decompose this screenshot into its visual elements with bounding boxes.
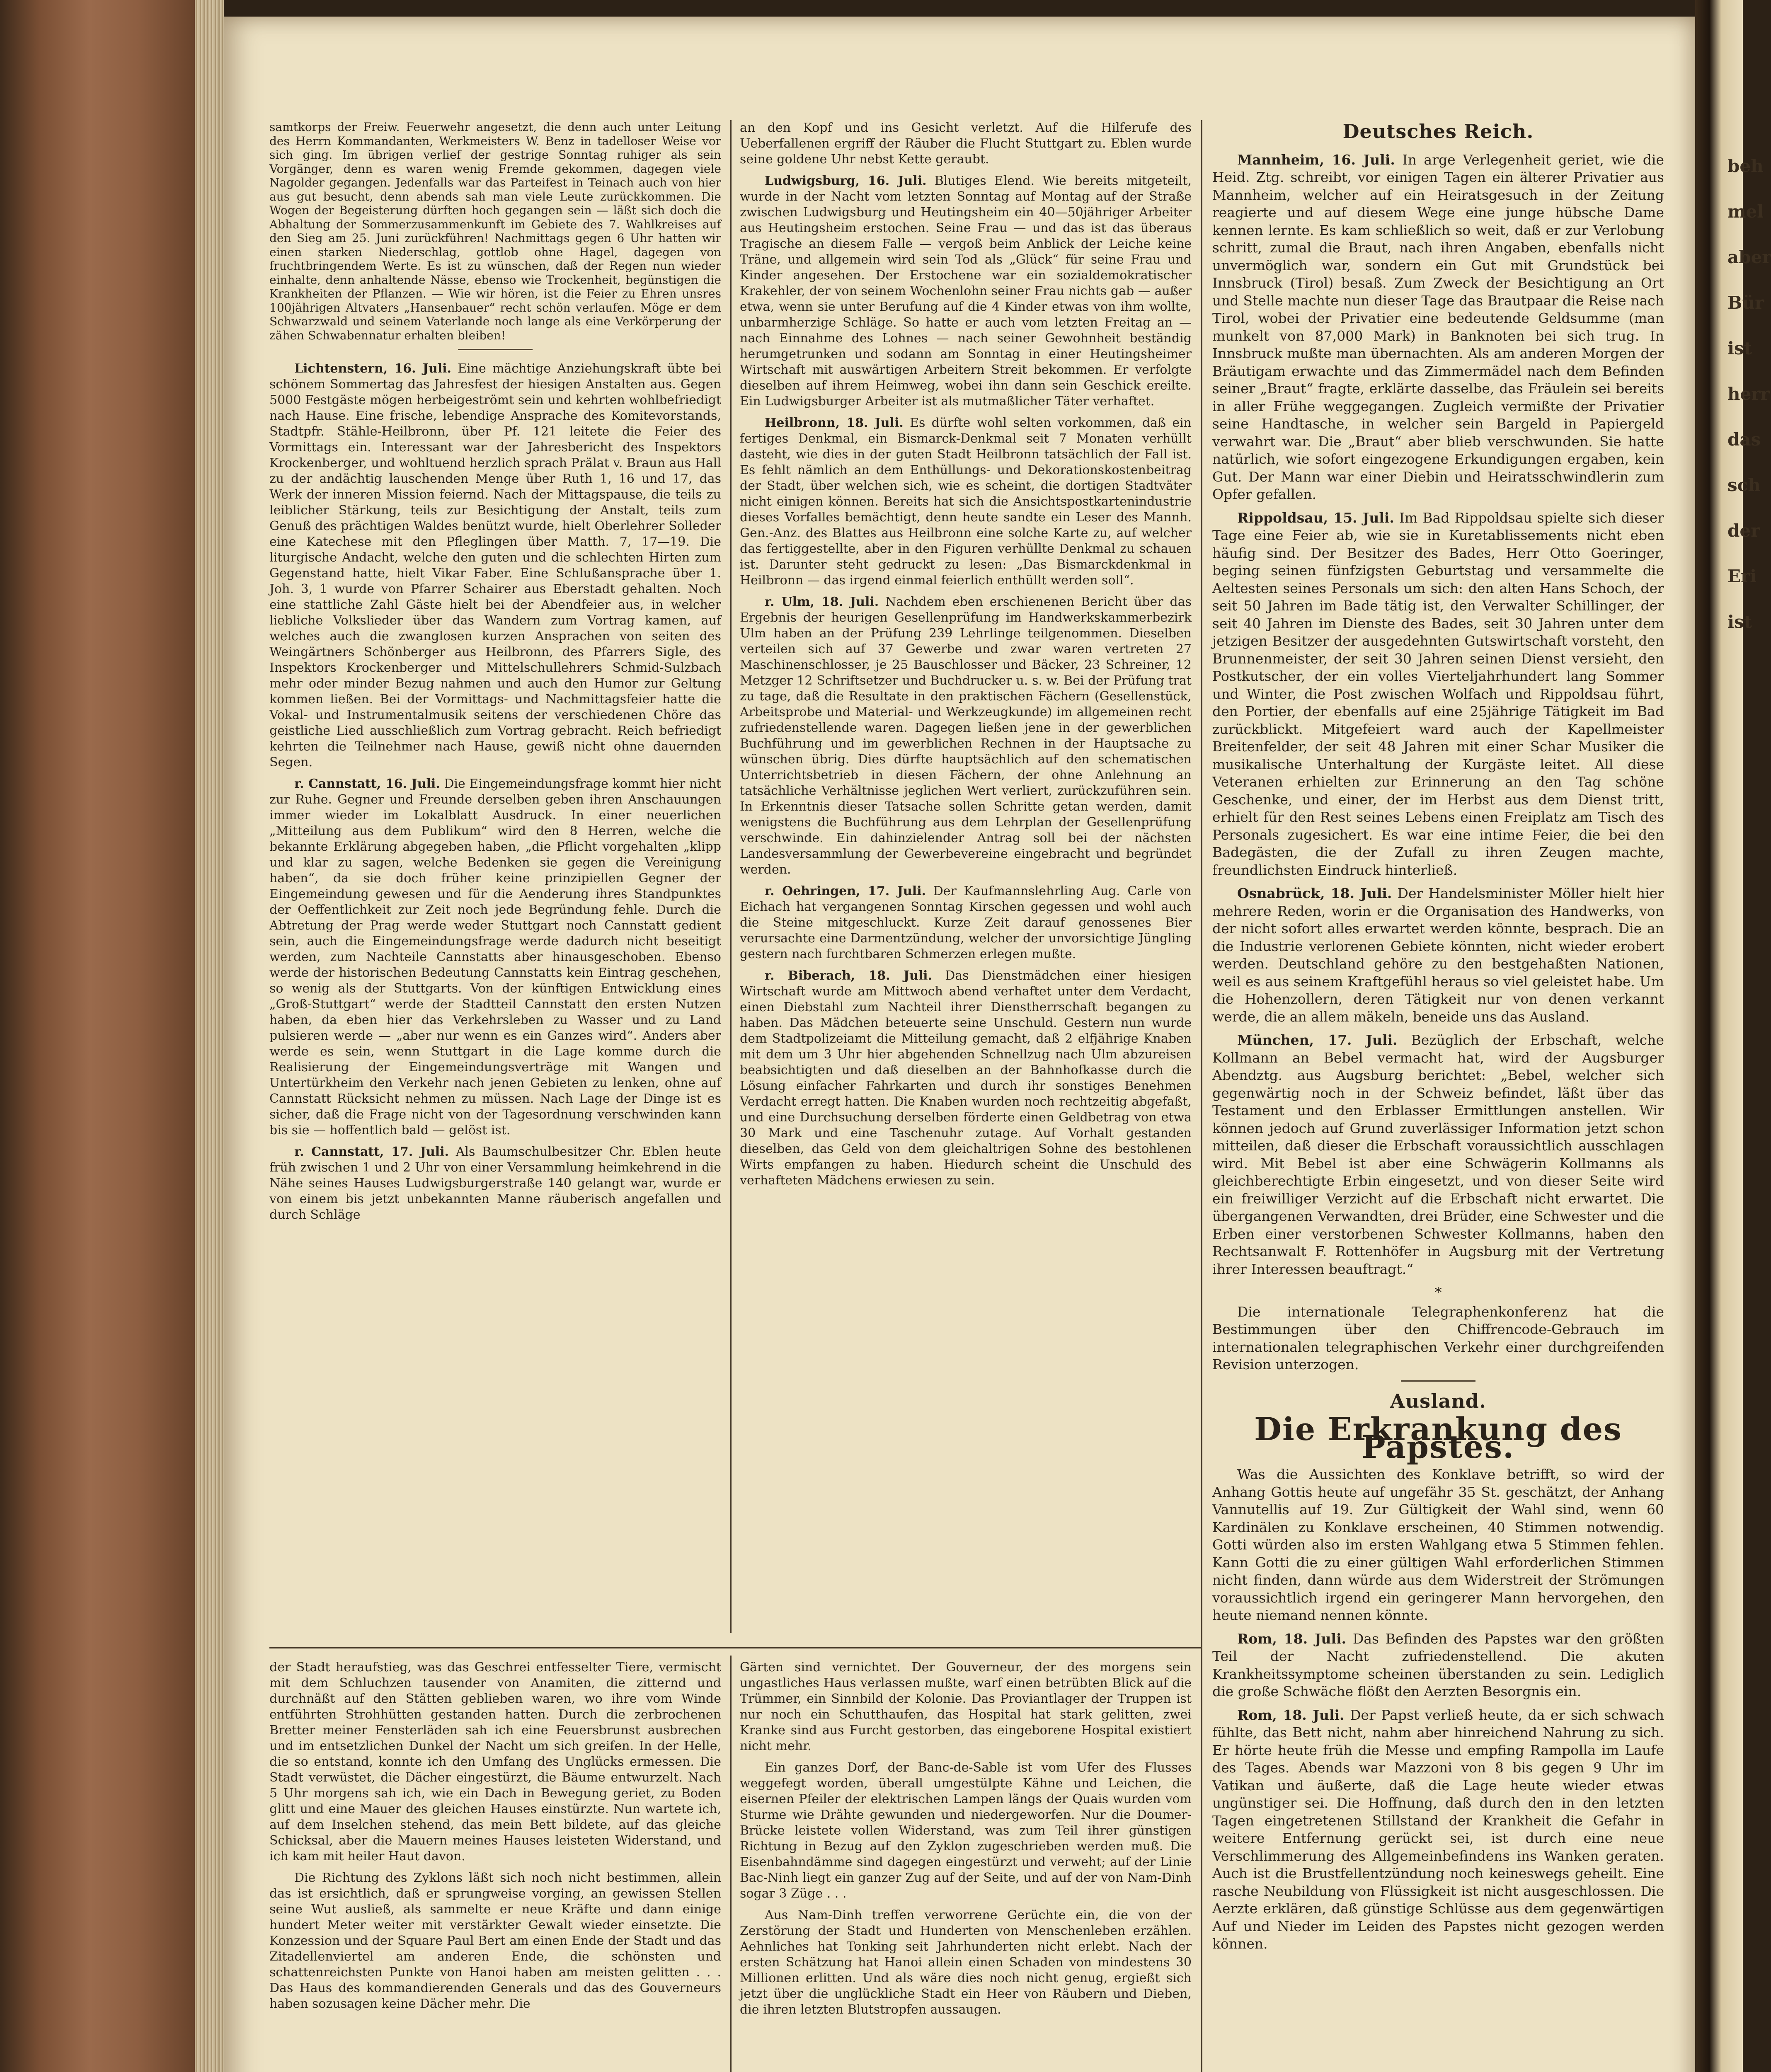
article-muenchen: München, 17. Juli. Bezüglich der Erbschaft, welche Kollmann an Bebel vermacht hat, wird der Augsburger Abendztg. aus Augsburg berichtet: „Bebel, welcher sich gegenwärtig noch in der Schweiz befindet, läßt über das Testament und den Erblasser Ermittlungen anstellen. Wir können jedoch auf Grund zuverlässiger Information jetzt schon mitteilen, daß dieser die Erbschaft voraussichtlich ausschlagen wird. Mit Bebel ist aber eine Schwägerin Kollmanns als gleichberechtigte Erbin eingesetzt, und von dieser Seite wird ein freiwilliger Verzicht auf die Erbschaft nicht erwartet. Die übergangenen Verwandten, drei Brüder, eine Schwester und die Erben einer verstorbenen Schwester Kollmanns, haben den Rechtsanwalt F. Rottenhöfer in Augsburg mit der Vertretung ihrer Interessen beauftragt.“ xyxy=(1212,1032,1664,1277)
article-lichtenstern: Lichtenstern, 16. Juli. Eine mächtige Anziehungskraft übte bei schönem Sommertag das Jahresfest der hiesigen Anstalten aus. Gegen 5000 Festgäste mögen herbeigeströmt sein und kehrten wohlbefriedigt nach Hause. Eine frische, lebendige Ansprache des Komitevorstands, Stadtpfr. Stähle-Heilbronn, über Pf. 121 leitete die Feier des Vormittags ein. Interessant war der Jahresbericht des Inspektors Krockenberger, und wohltuend herzlich sprach Prälat v. Braun aus Hall zu der andächtig lauschenden Menge über Ruth 1, 16 und 17, das Werk der inneren Mission feiernd. Nach der Mittagspause, die teils zu leiblicher Stärkung, teils zur Besichtigung der Anstalt, teils zum Genuß des prächtigen Waldes benützt wurde, hielt Oberlehrer Solleder eine Katechese mit den Pfleglingen über Matth. 7, 17—19. Die liturgische Andacht, welche den guten und die schlechten Hirten zum Gegenstand hatte, hielt Vikar Faber. Eine Schlußansprache über 1. Joh. 3, 1 wurde von Pfarrer Schairer aus Eberstadt gehalten. Noch eine stattliche Zahl Gäste hielt bei der Abendfeier aus, in welcher liebliche Volkslieder über das Wandern zum Vortrag kamen, auf welches auch die zwanglosen kurzen Ansprachen von seiten des Weingärtners Schönberger aus Heilbronn, des Pfarrers Sigle, des Inspektors Krockenberger und Mittelschullehrers Schmid-Sulzbach mehr oder minder Bezug nahmen und auch den Humor zur Geltung kommen ließen. Bei der Vormittags- und Nachmittagsfeier hatte die Vokal- und Instrumentalmusik seitens der verschiedenen Chöre das geistliche Lied ausschließlich zum Vortrag gebracht. Reich befriedigt kehrten die Teilnehmer nach Hause, gewiß nicht ohne dauernden Segen. xyxy=(269,361,721,770)
article-ludwigsburg: Ludwigsburg, 16. Juli. Blutiges Elend. Wie bereits mitgeteilt, wurde in der Nacht vom letzten Sonntag auf Montag auf der Straße zwischen Ludwigsburg und Heutingsheim ein 40—50jähriger Arbeiter aus Heutingsheim erstochen. Seine Frau — und das ist das überaus Tragische an diesem Falle — vergoß beim Anblick der Leiche keine Träne, und allgemein wird sein Tod als „Glück“ für seine Frau und Kinder angesehen. Der Erstochene war ein sozialdemokratischer Krakehler, der von seinem Wochenlohn seiner Frau nichts gab — außer etwa, wenn sie unter Berufung auf die 4 Kinder etwas von ihm wollte, unbarmherzige Schläge. So hatte er auch vom letzten Freitag an — nach Einnahme des Lohnes — nach seiner Gewohnheit beständig herumgetrunken und sodann am Sonntag in einer Heutingsheimer Wirtschaft mit auswärtigen Arbeitern Streit bekommen. Er verfolgte dieselben auf ihrem Heimweg, wobei ihn dann sein Geschick ereilte. Ein Ludwigsburger Arbeiter ist als mutmaßlicher Täter verhaftet. xyxy=(740,174,1192,409)
article-rom-2: Rom, 18. Juli. Der Papst verließ heute, da er sich schwach fühlte, das Bett nicht, nahm aber hinreichend Nahrung zu sich. Er hörte heute früh die Messe und empfing Rampolla im Laufe des Tages. Abends war Mazzoni von 8 bis gegen 9 Uhr im Vatikan und äußerte, daß die Lage heute wieder etwas ungünstiger sei. Die Hoffnung, daß durch den in den letzten Tagen eingetretenen Stillstand der Krankheit die Gefahr in weitere Entfernung gerückt sei, ist durch eine neue Verschlimmerung des Allgemeinbefindens ins Wanken geraten. Auch ist die Brustfellentzündung noch keineswegs geheilt. Eine rasche Neubildung von Flüssigkeit ist nicht ausgeschlossen. Die Aerzte erklären, daß günstige Schlüsse aus dem gegenwärtigen Auf und Nieder im Leiden des Papstes nicht gezogen werden können. xyxy=(1212,1706,1664,1952)
section-heading-ausland: Ausland. xyxy=(1390,1389,1486,1412)
divider xyxy=(458,349,533,350)
article-heilbronn: Heilbronn, 18. Juli. Es dürfte wohl selten vorkommen, daß ein fertiges Denkmal, ein Bismarck-Denkmal seit 7 Monaten verhüllt dasteht, wie dies in der guten Stadt Heilbronn tatsächlich der Fall ist. Es fehlt nämlich an dem Enthüllungs- und Dekorationskostenbeitrag der Stadt, über welchen sich, wie es scheint, die dortigen Stadtväter nicht einigen können. Bereits hat sich die Ansichtspostkartenindustrie dieses Vorfalles bemächtigt, denn heute sandte ein Leser des Mannh. Gen.-Anz. des Blattes aus Heilbronn eine solche Karte zu, auf welcher das fertiggestellte, aber in den Figuren verhüllte Denkmal zu schauen ist. Darunter steht gedruckt zu lesen: „Das Bismarckdenkmal in Heilbronn — das irgend einmal feierlich enthüllt werden soll“. xyxy=(740,416,1192,588)
article-cannstatt-17: r. Cannstatt, 17. Juli. Als Baumschulbesitzer Chr. Eblen heute früh zwischen 1 und 2 Uhr von einer Versammlung heimkehrend in die Nähe seines Hauses Ludwigsburgerstraße 140 gelangt war, wurde er von einem bis jetzt unbekannten Manne räuberisch angefallen und durch Schläge xyxy=(269,1145,721,1222)
separator-star: * xyxy=(1434,1284,1442,1301)
column-1 xyxy=(269,120,721,1620)
book-spine xyxy=(0,0,224,2072)
edge-fragment: Eri xyxy=(1727,566,1757,586)
edge-fragment: ist xyxy=(1727,338,1752,358)
feuilleton-middle xyxy=(740,1660,1192,2072)
article-oehringen: r. Oehringen, 17. Juli. Der Kaufmannslehrling Aug. Carle von Eichach hat vergangenen Sonntag Kirschen gegessen und wohl auch die Steine mitgeschluckt. Kurze Zeit darauf genossenes Bier verursachte eine Darmentzündung, welcher der unvorsichtige Jüngling gestern nach furchtbaren Schmerzen erlegen mußte. xyxy=(740,884,1192,961)
feuilleton-left xyxy=(269,1660,721,2072)
column-rule-2 xyxy=(1201,120,1202,2072)
feuilleton-middle-part-1: Gärten sind vernichtet. Der Gouverneur, der des morgens sein ungastliches Haus verlassen mußte, warf einen betrübten Blick auf die Trümmer, ein Sinnbild der Kolonie. Das Proviantlager der Truppen ist nur noch ein Schutthaufen, das Hospital hat stark gelitten, zwei Kranke sind aus Furcht gestorben, das eingeborene Hospital existiert nicht mehr. xyxy=(740,1660,1192,1753)
article-ulm: r. Ulm, 18. Juli. Nachdem eben erschienenen Bericht über das Ergebnis der heurigen Gesellenprüfung im Handwerkskammerbezirk Ulm haben an der Prüfung 239 Lehrlinge teilgenommen. Dieselben verteilen sich auf 37 Gewerbe und zwar waren vertreten 27 Maschinenschlosser, je 25 Bauschlosser und Bäcker, 23 Schreiner, 12 Metzger 12 Schriftsetzer und Buchdrucker u. s. w. Bei der Prüfung trat zu tage, daß die Resultate in den praktischen Fächern (Gesellenstück, Arbeitsprobe und Material- und Werkzeugkunde) im allgemeinen recht zufriedenstellende waren. Dagegen ließen jene in der gewerblichen Buchführung und im gewerblichen Rechnen in der Hauptsache zu wünschen übrig. Dies dürfte hauptsächlich auf den schematischen Unterrichtsbetrieb in diesen Fächern, der ohne Anlehnung an tatsächliche Verhältnisse jeglichen Wert verliert, zurückzuführen sein. In Erkenntnis dieser Tatsache sollen Schritte getan werden, damit wenigstens die Buchführung aus dem Lehrplan der Gesellenprüfung verschwinde. Ein dahinzielender Antrag soll bei der nächsten Landesversammlung der Gewerbevereine eingebracht und begründet werden. xyxy=(740,595,1192,877)
edge-fragment: Bür xyxy=(1727,293,1764,313)
article-fire-brigade: samtkorps der Freiw. Feuerwehr angesetzt, die denn auch unter Leitung des Herrn Kommandanten, Werkmeisters W. Benz in tadelloser Weise vor sich ging. Im übrigen verlief der gestrige Sonntag ruhiger als sein Vorgänger, denn es waren wenig Fremde gekommen, dagegen viele Nagolder gegangen. Jedenfalls war das Parteifest in Teinach auch von hier aus gut besucht, denn abends sah man viele Leute zurückkommen. Die Wogen der Begeisterung dürften hoch gegangen sein — läßt sich doch die Abhaltung der Sommerzusammenkunft im Gebiete des 7. Wahlkreises auf den Sieg am 25. Juni zurückführen! Nachmittags gegen 6 Uhr hatten wir einen starken Niederschlag, gottlob ohne Hagel, dagegen von fruchtbringendem Werte. Es ist zu wünschen, daß der Regen nun wieder einhalte, denn anhaltende Nässe, ebenso wie Trockenheit, begünstigen die Krankheiten der Pflanzen. — Wie wir hören, ist die Feier zu Ehren unsres 100jährigen Altvaters „Hansenbauer“ recht schön verlaufen. Möge er dem Schwarzwald und seinem Vaterlande noch lange als eine Verkörperung der zähen Schwabennatur erhalten bleiben! xyxy=(269,120,721,342)
article-mannheim: Mannheim, 16. Juli. In arge Verlegenheit geriet, wie die Heid. Ztg. schreibt, vor einigen Tagen ein älterer Privatier aus Mannheim, welcher auf ein Heiratsgesuch in der Zeitung reagierte und auf diesem Wege eine junge hübsche Dame kennen lernte. Es kam schließlich so weit, daß er zur Verlobung schritt, zumal die Braut, nach ihren Angaben, ebenfalls nicht unvermöglich war, sondern ein Gut mit Grundstück bei Innsbruck (Tirol) besaß. Zum Zweck der Besichtigung an Ort und Stelle machte nun dieser Tage das Brautpaar die Reise nach Tirol, wobei der Privatier eine bedeutende Geldsumme (man munkelt von 87,000 Mark) in Banknoten bei sich trug. In Innsbruck mußte man übernachten. Als am anderen Morgen der Bräutigam erwachte und das Zimmermädel nach dem Befinden seiner „Braut“ fragte, erklärte dasselbe, das Fräulein sei bereits in aller Frühe weggegangen. Zugleich vermißte der Privatier seine Handtasche, in welcher sein Bargeld in Papiergeld verwahrt war. Die „Braut“ aber blieb verschwunden. Sie hatte natürlich, wie sofort eingezogene Erkundigungen ergaben, kein Gut. Der Mann war einer Diebin und Heiratsschwindlerin zum Opfer gefallen. xyxy=(1212,151,1664,502)
feuilleton-left-part-1: der Stadt heraufstieg, was das Geschrei entfesselter Tiere, vermischt mit dem Schluchzen tausender von Anamiten, die zitternd und durchnäßt auf den Stätten geblieben waren, wo ihre vom Winde entführten Strohhütten gestanden hatten. Durch die zerbrochenen Bretter meiner Fensterläden sah ich eine Feuersbrunst ausbrechen und im entsetzlichen Dunkel der Nacht um sich greifen. In der Helle, die so entstand, konnte ich den Umfang des Unglücks ermessen. Die Stadt verwüstet, die Dächer eingestürzt, die Bäume entwurzelt. Nach 5 Uhr morgens sah ich, wie ein Dach in Bewegung geriet, zu Boden glitt und eine Mauer des gleichen Hauses einstürzte. Nun wartete ich, auf dem Inselchen stehend, das mein Bett bildete, auf das gleiche Schicksal, aber die Mauern meines Hauses leisteten Widerstand, und ich kam mit heiler Haut davon. xyxy=(269,1660,721,1864)
article-rippoldsau: Rippoldsau, 15. Juli. Im Bad Rippoldsau spielte sich dieser Tage eine Feier ab, wie sie in Kuretablissements nicht eben häufig sind. Der Besitzer des Bades, Herr Otto Goeringer, beging seinen fünfzigsten Geburtstag und versammelte die Aeltesten seines Personals um sich: den alten Hans Schoch, der seit 50 Jahren im Bade tätig ist, den Verwalter Schillinger, der seit 40 Jahren im Dienste des Bades, seit 30 Jahren unter dem jetzigen Besitzer der ausgedehnten Gutswirtschaft vorsteht, den Brunnenmeister, der seit 30 Jahren seinen Dienst versieht, den Postkutscher, der ein volles Vierteljahrhundert lang Sommer und Winter, die Post zwischen Wolfach und Rippoldsau führt, den Portier, der ebenfalls auf eine 25jährige Tätigkeit im Bad zurückblickt. Mitgefeiert ward auch der Kapellmeister Breitenfelder, der seit 48 Jahren mit einer Schar Musiker die musikalische Unterhaltung der Kurgäste leitet. All diese Veteranen erhielten zur Erinnerung an den Tag schöne Geschenke, und einer, der im Herbst aus dem Dienst tritt, erhielt für den Rest seines Lebens einen Freiplatz am Tisch des Personals zugesichert. Es war eine intime Feier, die bei den Badegästen, die der Zufall zu ihren Zeugen machte, freundlichsten Eindruck hinterließ. xyxy=(1212,509,1664,878)
article-papst-intro: Was die Aussichten des Konklave betrifft, so wird der Anhang Gottis heute auf ungefähr 35 St. geschätzt, der Anhang Vannutellis auf 19. Zur Gültigkeit der Wahl sind, wenn 60 Kardinälen zu Konklave erscheinen, 40 Stimmen notwendig. Gotti würden also im ersten Wahlgang etwa 5 Stimmen fehlen. Kann Gotti die zu einer gültigen Wahl erforderlichen Stimmen nicht finden, dann würde aus dem Widerstreit der Strömungen voraussichtlich irgend ein geringerer Mann hervorgehen, den heute niemand nennen könnte. xyxy=(1212,1466,1664,1623)
edge-fragment: herr xyxy=(1727,384,1770,404)
edge-fragment: sch xyxy=(1727,475,1761,495)
edge-fragment: beh xyxy=(1727,156,1764,176)
feuilleton-middle-part-3: Aus Nam-Dinh treffen verworrene Gerüchte ein, die von der Zerstörung der Stadt und Hunderten von Menschenleben erzählen. Aehnliches hat Tonking seit Jahrhunderten nicht erlebt. Nach der ersten Schätzung hat Hanoi allein einen Schaden von mindestens 30 Millionen erlitten. Und als wäre dies noch nicht genug, ergießt sich jetzt über die unglückliche Stadt ein Heer von Räubern und Dieben, die ihren letzten Blutstropfen aussaugen. xyxy=(740,1908,1192,2017)
edge-fragment: der xyxy=(1727,520,1760,541)
section-heading-deutsches-reich: Deutsches Reich. xyxy=(1342,120,1534,143)
article-osnabrueck: Osnabrück, 18. Juli. Der Handelsminister Möller hielt hier mehrere Reden, worin er die Organisation des Handwerks, von der nicht sofort alles erwartet werden könnte, besprach. Die an die Industrie verlorenen Gebiete könnten, nicht wieder erobert werden. Deutschland gehöre zu den bestgehaßten Nationen, weil es aus seinem Kraftgefühl heraus so viel geleistet habe. Um die Hohenzollern, deren Tätigkeit nur von denen verkannt werde, die an allem mäkeln, beneide uns das Ausland. xyxy=(1212,885,1664,1025)
article-biberach: r. Biberach, 18. Juli. Das Dienstmädchen einer hiesigen Wirtschaft wurde am Mittwoch abend verhaftet unter dem Verdacht, einen Diebstahl zum Nachteil ihrer Dienstherrschaft begangen zu haben. Das Mädchen beteuerte seine Unschuld. Gestern nun wurde dem Stadtpolizeiamt die Mitteilung gemacht, daß 2 elfjährige Knaben mit dem um 3 Uhr hier abgehenden Schnellzug nach Ulm abzureisen beabsichtigten und daß dieselben an der Bahnhofkasse durch die Lösung einfacher Fahrkarten und durch ihr sonstiges Benehmen Verdacht erregt hatten. Die Knaben wurden noch rechtzeitig abgefaßt, und eine Durchsuchung derselben förderte einen Geldbetrag von etwa 30 Mark und eine Taschenuhr zutage. Auf Vorhalt gestanden dieselben, das Geld von dem gleichaltrigen Sohne des bestohlenen Wirts empfangen zu haben. Hiedurch scheint die Unschuld des verhafteten Mädchens erwiesen zu sein. xyxy=(740,968,1192,1188)
edge-fragment: das xyxy=(1727,429,1761,450)
headline-papst: Die Erkrankung des Papstes. xyxy=(1254,1411,1622,1465)
edge-fragment: mel xyxy=(1727,201,1764,222)
feuilleton-left-part-2: Die Richtung des Zyklons läßt sich noch nicht bestimmen, allein das ist ersichtlich, daß er sprungweise vorging, an gewissen Stellen seine Wut ausließ, als sammelte er neue Kräfte und dann einige hundert Meter weiter mit verstärkter Gewalt wieder einsetzte. Die Konzession und der Square Paul Bert am einen Ende der Stadt und das Zitadellenviertel am anderen Ende, die schönsten und schattenreichsten Punkte von Hanoi haben am meisten gelitten . . . Das Haus des kommandierenden Generals und das des Gouverneurs haben sozusagen keine Dächer mehr. Die xyxy=(269,1871,721,2011)
column-2 xyxy=(740,120,1192,1620)
article-robbery-cont: an den Kopf und ins Gesicht verletzt. Auf die Hilferufe des Ueberfallenen ergriff der Räuber die Flucht Stuttgart zu. Eblen wurde seine goldene Uhr nebst Kette geraubt. xyxy=(740,121,1192,167)
newspaper-page xyxy=(224,17,1695,2072)
edge-fragment: aber xyxy=(1727,247,1771,267)
article-telegraph: Die internationale Telegraphenkonferenz hat die Bestimmungen über den Chiffrencode-Gebrauch im internationalen telegraphischen Verkehr einer durchgreifenden Revision unterzogen. xyxy=(1212,1303,1664,1372)
feuilleton-column-rule xyxy=(730,1656,732,2072)
feuilleton-middle-part-2: Ein ganzes Dorf, der Banc-de-Sable ist vom Ufer des Flusses weggefegt worden, überall umgestülpte Kähne und Leichen, die eisernen Pfeiler der elektrischen Lampen längs der Quais wurden vom Sturme wie Drähte gewunden und niedergeworfen. Nur die Doumer-Brücke leistete vollen Widerstand, was zum Teil ihrer günstigen Richtung in Bezug auf den Zyklon zugeschrieben werden muß. Die Eisenbahndämme sind dagegen eingestürzt und verweht; auf der Linie Bac-Ninh liegt ein ganzer Zug auf der Seite, und auf der von Nam-Dinh sogar 3 Züge . . . xyxy=(740,1760,1192,1901)
divider xyxy=(1401,1380,1475,1382)
feuilleton-rule xyxy=(269,1647,1201,1648)
article-rom-1: Rom, 18. Juli. Das Befinden des Papstes war den größten Teil der Nacht zufriedenstellend. Die akuten Krankheitssymptome scheinen überstanden zu sein. Lediglich die große Schwäche flößt den Aerzten Besorgnis ein. xyxy=(1212,1630,1664,1699)
edge-fragment: ist xyxy=(1727,612,1752,632)
column-rule-1 xyxy=(730,120,732,1633)
column-3 xyxy=(1212,120,1664,2072)
article-cannstatt-16: r. Cannstatt, 16. Juli. Die Eingemeindungsfrage kommt hier nicht zur Ruhe. Gegner und Freunde derselben geben ihren Anschauungen immer wieder im Lokalblatt Ausdruck. In einer neuerlichen „Mitteilung aus dem Publikum“ wird den 8 Herren, welche die bekannte Erklärung abgegeben haben, „die Pflicht vorgehalten „klipp und klar zu sagen, welche Bedenken sie gegen die Vereinigung haben“, da sie doch früher keine prinzipiellen Gegner der Eingemeindung gewesen und für die Aenderung ihres Standpunktes der Oeffentlichkeit zur Zeit noch jede Begründung fehle. Durch die Abtretung der Prag werde weder Stuttgart noch Cannstatt gedient sein, auch die Eingemeindungsfrage werde dadurch nicht beseitigt werden, zum Nachteile Cannstatts aber hinausgeschoben. Ebenso werde der historischen Bedeutung Cannstatts kein Eintrag geschehen, so wenig als der Stuttgarts. Von der künftigen Entwicklung eines „Groß-Stuttgart“ werde der Stadtteil Cannstatt den ersten Nutzen haben, da eben hier das Verkehrsleben zu Wasser und zu Land pulsieren werde — „aber nur wenn es ein Ganzes wird“. Anders aber werde es sein, wenn Stuttgart in die Lage komme durch die Realisierung der Eingemeindungsverträge mit Wangen und Untertürkheim den Verkehr nach jenen Gebieten zu lenken, ohne auf Cannstatt Rücksicht nehmen zu müssen. Nach Lage der Dinge ist es sicher, daß die Frage nicht von der Tagesordnung verschwinden kann bis sie — hoffentlich bald — gelöst ist. xyxy=(269,777,721,1138)
